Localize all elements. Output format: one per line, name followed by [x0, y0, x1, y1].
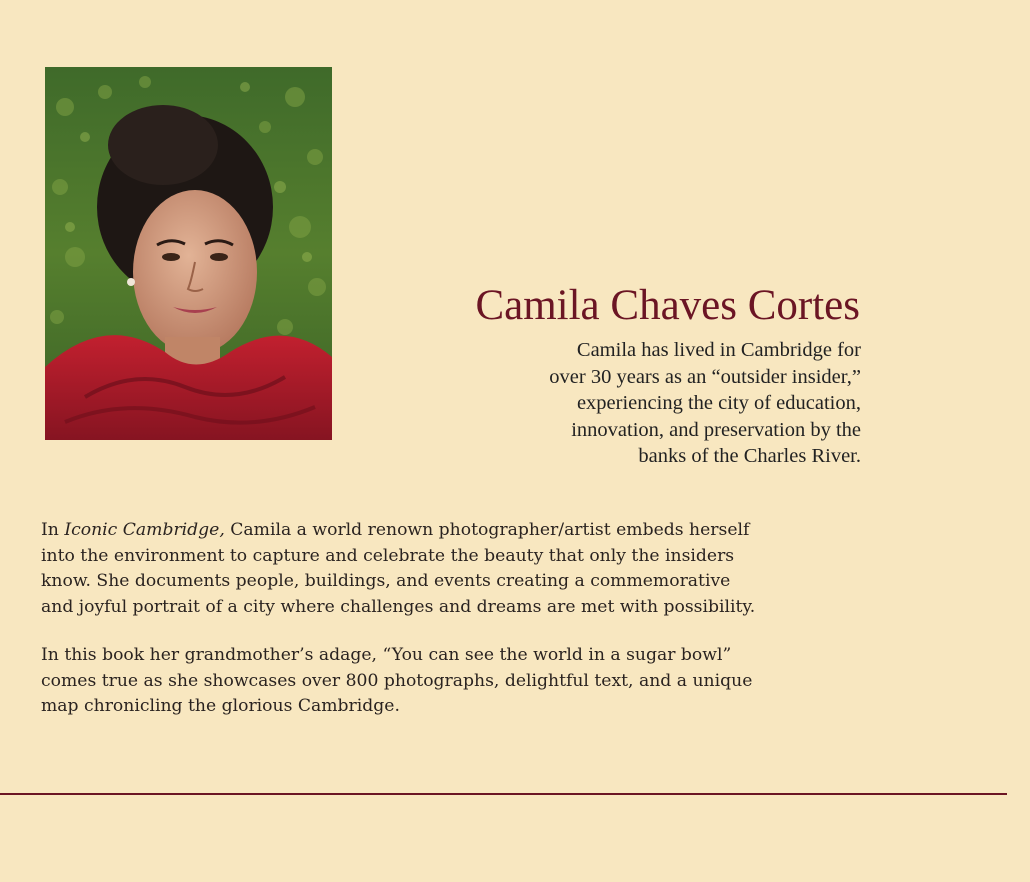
divider-rule	[0, 793, 1007, 795]
paragraph-line: and joyful portrait of a city where challenges and dreams are met with possibility.	[41, 596, 756, 617]
author-name: Camila Chaves Cortes	[475, 282, 860, 329]
author-portrait	[45, 67, 332, 440]
paragraph-line	[41, 518, 871, 544]
author-bio	[420, 337, 861, 470]
author-bio-line: experiencing the city of education,	[576, 392, 861, 414]
paragraph-line: In this book her grandmother’s adage, “You can see the world in a sugar bowl”	[41, 645, 732, 665]
book-title: Iconic Cambridge,	[64, 520, 225, 540]
paragraph-line: map chronicling the glorious Cambridge.	[41, 696, 400, 716]
author-bio-line: banks of the Charles River.	[638, 445, 861, 467]
paragraph-line: into the environment to capture and celebrate the beauty that only the insiders	[41, 545, 735, 566]
author-bio-line: Camila has lived in Cambridge for	[576, 339, 861, 361]
portrait-photo-icon	[45, 67, 332, 440]
paragraph-line: know. She documents people, buildings, and events creating a commemorative	[41, 571, 731, 591]
book-description-paragraph-1	[41, 518, 871, 620]
intro-text: In	[41, 520, 65, 540]
paragraph-text: Camila a world renown photographer/artist embeds herself	[224, 520, 750, 540]
book-description-paragraph-2	[41, 643, 871, 720]
author-bio-line: innovation, and preservation by the	[571, 418, 861, 441]
author-bio-line: over 30 years as an “outsider insider,”	[549, 365, 861, 388]
paragraph-line: comes true as she showcases over 800 photographs, delightful text, and a unique	[41, 670, 753, 691]
